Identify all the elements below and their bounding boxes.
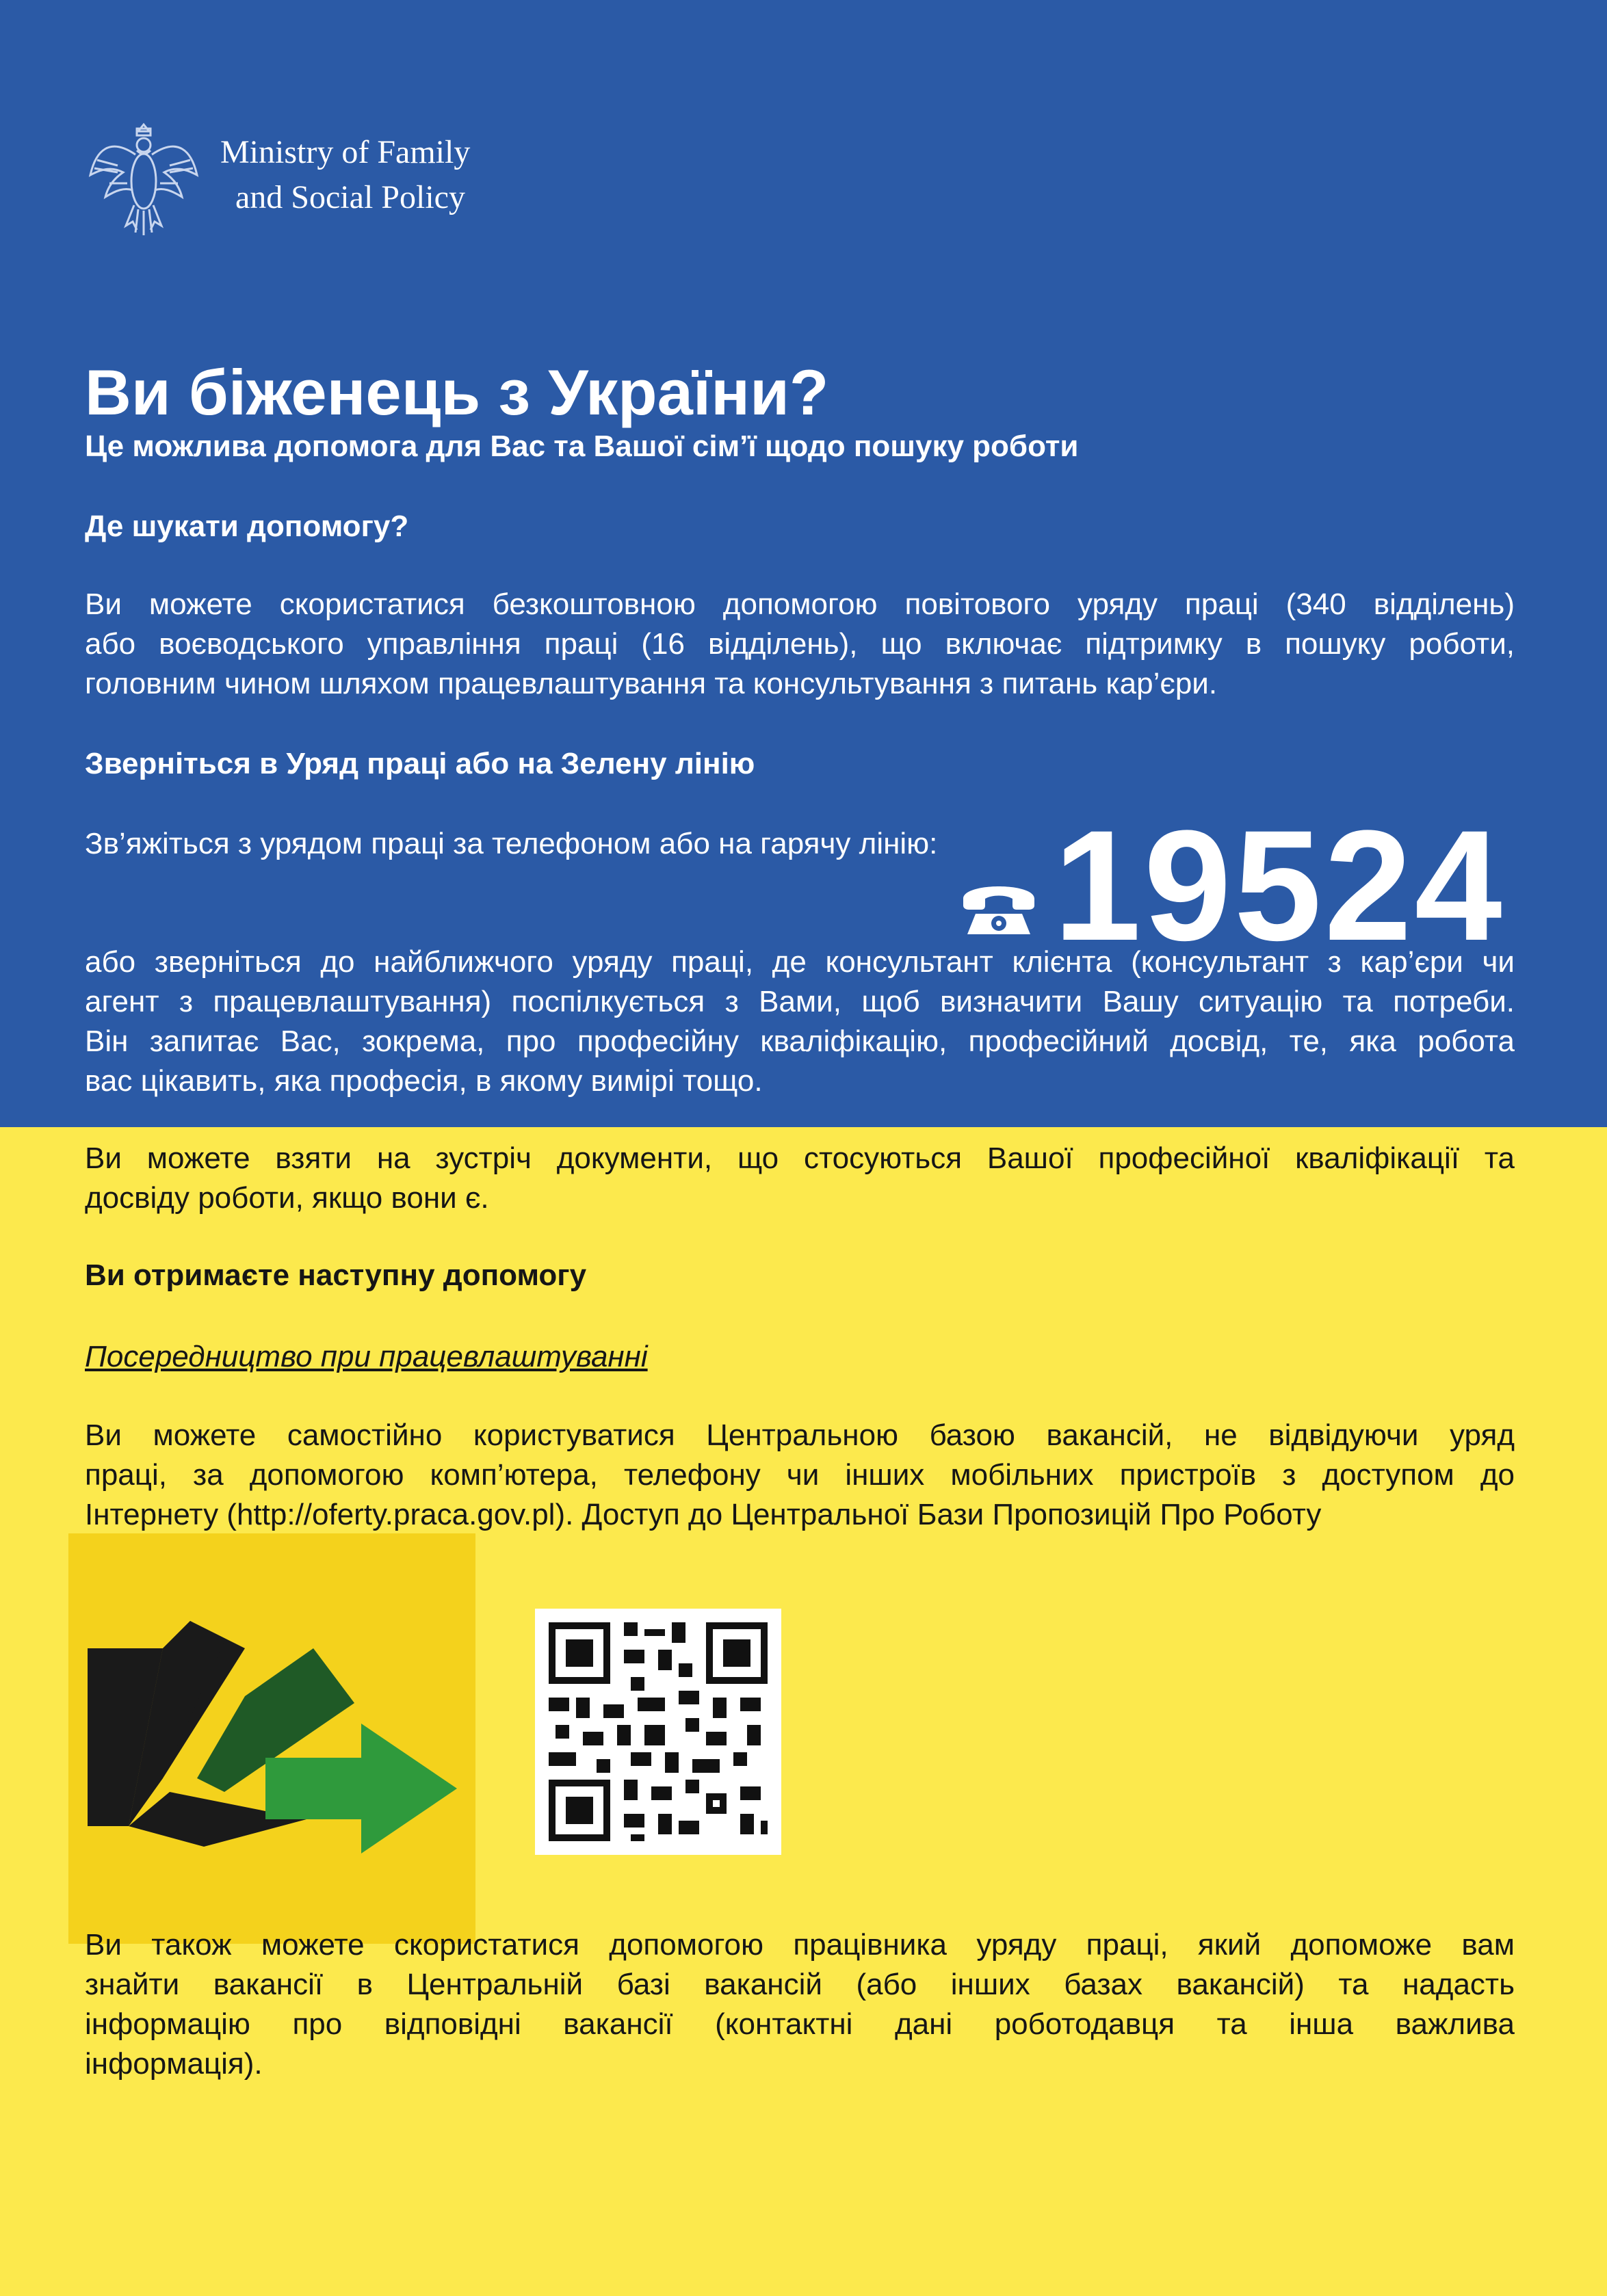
page-subtitle: Це можлива допомога для Вас та Вашої сім’ї щодо пошуку роботи [85, 430, 1079, 463]
documents-paragraph [85, 1139, 1515, 1218]
qr-code-icon [535, 1609, 781, 1855]
telephone-icon [958, 875, 1040, 937]
mediation-paragraph [85, 1416, 1515, 1535]
text-line: Зв’яжіться з урядом праці за телефоном або на гарячу лінію: [85, 827, 938, 860]
polish-eagle-icon [82, 109, 205, 239]
ministry-name [220, 130, 470, 220]
staff-paragraph [85, 1925, 1515, 2084]
job-offers-logo-icon [88, 1621, 471, 1867]
consult-paragraph [85, 942, 1515, 1101]
text-line: досвіду роботи, якщо вони є. [85, 1181, 489, 1215]
text-line: Ви також можете скористатися допомогою працівника уряду праці, який допоможе вам [85, 1928, 1515, 1962]
text-line: або воєводського управління праці (16 відділень), що включає підтримку в пошуку роботи, [85, 627, 1515, 661]
text-line: Інтернету (http://oferty.praca.gov.pl). Доступ до Центральної Бази Пропозицій Про Роботу [85, 1498, 1322, 1531]
mediation-title-wrap [85, 1337, 1515, 1377]
ministry-line-1: Ministry of Family [220, 134, 471, 170]
mediation-title[interactable]: Посередництво при працевлаштуванні [85, 1340, 648, 1373]
text-line: агент з працевлаштування) поспілкується з Вами, щоб визначити Вашу ситуацію та потреби. [85, 985, 1515, 1018]
text-line: вас цікавить, яка професія, в якому вимірі тощо. [85, 1064, 763, 1098]
hotline-number[interactable]: 19524 [1054, 797, 1505, 973]
text-line: Ви можете самостійно користуватися Центральною базою вакансій, не відвідуючи уряд [85, 1418, 1515, 1452]
contact-heading: Зверніться в Уряд праці або на Зелену лінію [85, 747, 755, 780]
where-paragraph [85, 585, 1515, 704]
where-heading: Де шукати допомогу? [85, 510, 409, 543]
ministry-line-2: and Social Policy [235, 179, 465, 215]
text-line: Ви можете взяти на зустріч документи, що стосуються Вашої професійної кваліфікації та [85, 1142, 1515, 1175]
text-line: знайти вакансії в Центральній базі вакансій (або інших базах вакансій) та надасть [85, 1968, 1515, 2001]
text-line: Ви можете скористатися безкоштовною допомогою повітового уряду праці (340 відділень) [85, 588, 1515, 621]
text-line: головним чином шляхом працевлаштування та консультування з питань кар’єри. [85, 667, 1218, 700]
text-line: праці, за допомогою комп’ютера, телефону чи інших мобільних пристроїв з доступом до [85, 1458, 1515, 1492]
text-line: Він запитає Вас, зокрема, про професійну кваліфікацію, професійний досвід, те, яка робота [85, 1025, 1515, 1058]
qr-code[interactable] [535, 1609, 781, 1855]
receive-heading: Ви отримаєте наступну допомогу [85, 1258, 587, 1292]
text-line: інформацію про відповідні вакансії (контактні дані роботодавця та інша важлива [85, 2007, 1515, 2041]
text-line: інформація). [85, 2047, 263, 2081]
contact-paragraph [85, 824, 1077, 864]
text-line: або зверніться до найближчого уряду праці, де консультант клієнта (консультант з кар’єри чи [85, 945, 1515, 979]
page-title: Ви біженець з України? [85, 356, 829, 428]
